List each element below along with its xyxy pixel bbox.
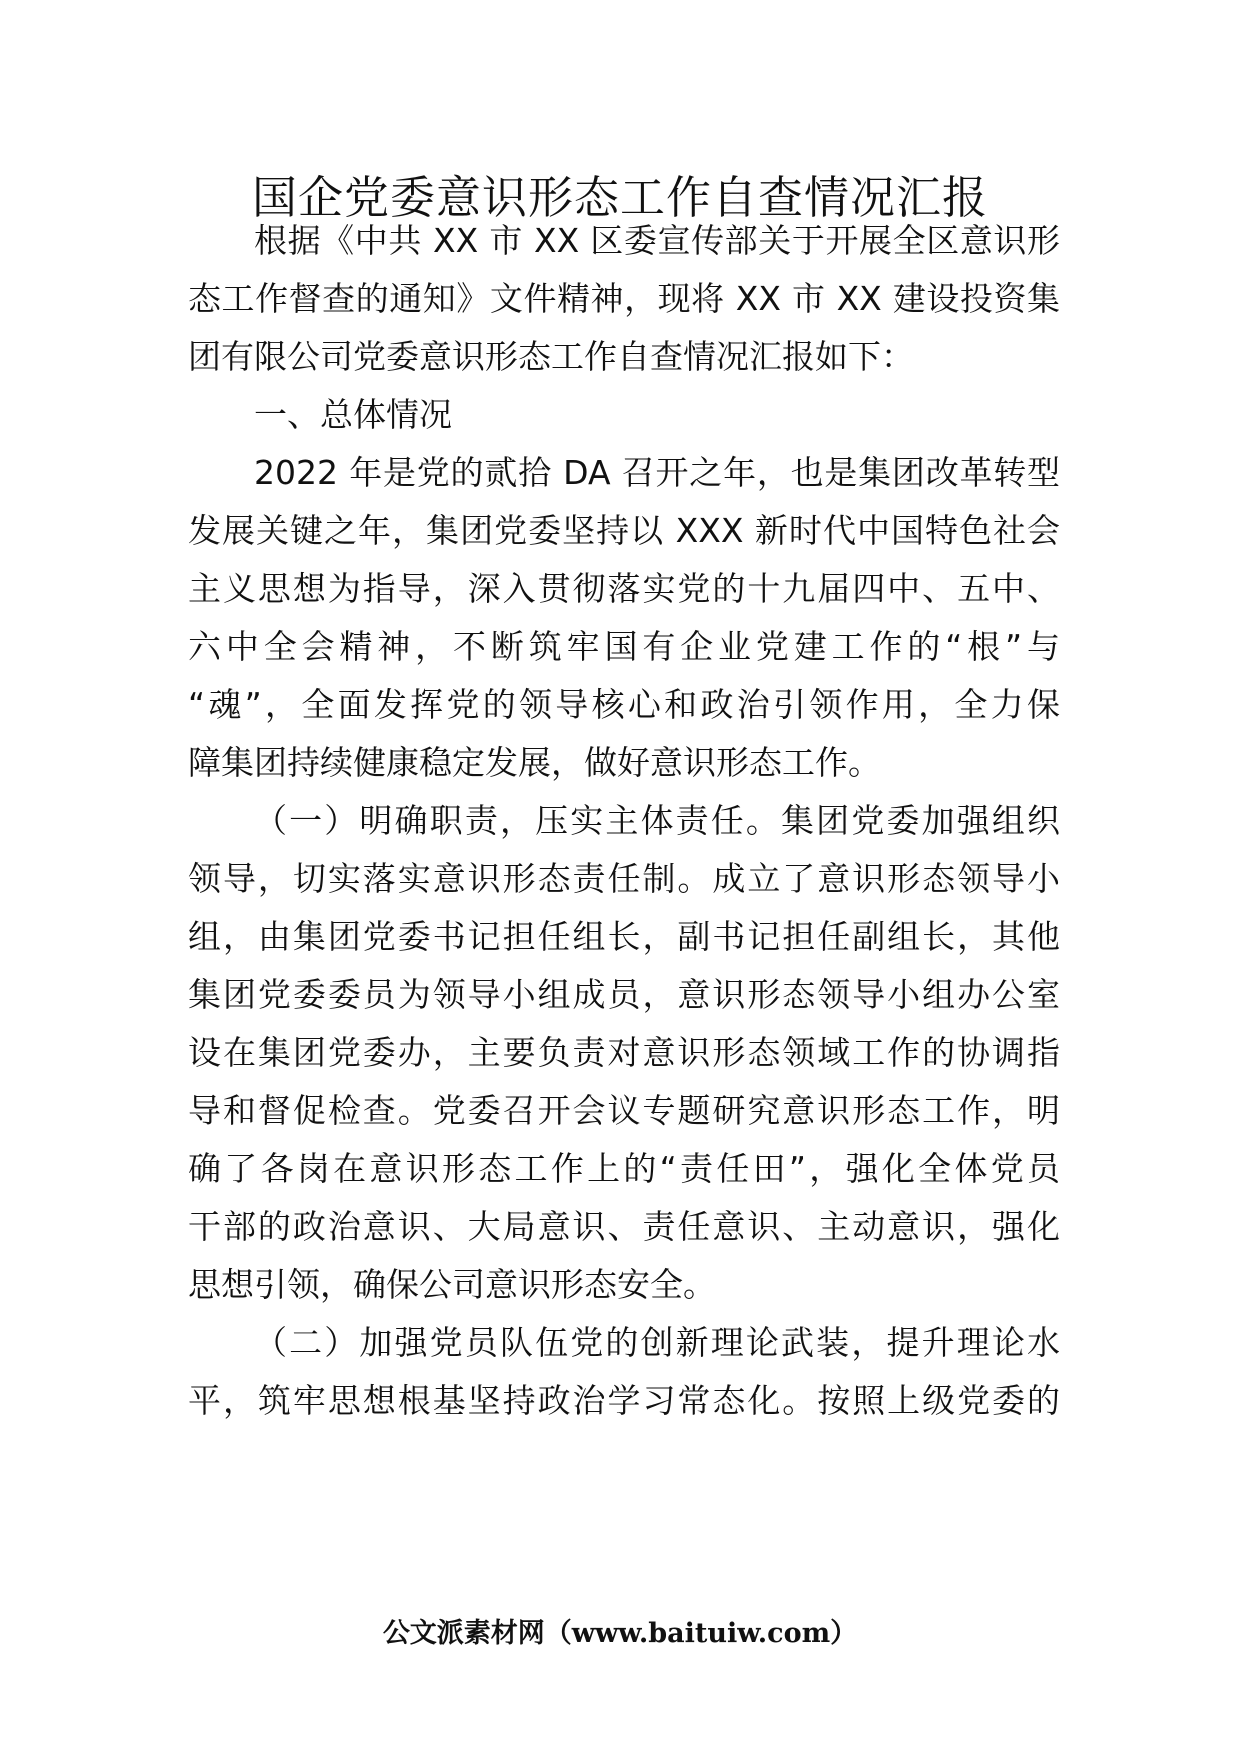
document-title: 国企党委意识形态工作自查情况汇报: [251, 171, 988, 224]
body-line-16: 导和督促检查。党委召开会议专题研究意识形态工作，明: [188, 1091, 1060, 1130]
body-line-6: 发展关键之年，集团党委坚持以 XXX 新时代中国特色社会: [188, 511, 1060, 550]
body-line-5: 2022 年是党的贰拾 DA 召开之年，也是集团改革转型: [254, 453, 1060, 492]
body-line-18: 干部的政治意识、大局意识、责任意识、主动意识，强化: [188, 1207, 1060, 1246]
body-line-21: 平，筑牢思想根基坚持政治学习常态化。按照上级党委的: [188, 1381, 1060, 1420]
body-line-10: 障集团持续健康稳定发展，做好意识形态工作。: [188, 743, 881, 782]
body-line-17: 确了各岗在意识形态工作上的“责任田”，强化全体党员: [188, 1149, 1060, 1188]
body-line-15: 设在集团党委办，主要负责对意识形态领域工作的协调指: [188, 1033, 1060, 1072]
body-line-19: 思想引领，确保公司意识形态安全。: [188, 1265, 716, 1304]
body-line-2: 态工作督查的通知》文件精神，现将 XX 市 XX 建设投资集: [188, 279, 1060, 318]
body-line-12: 领导，切实落实意识形态责任制。成立了意识形态领导小: [188, 859, 1060, 898]
body-line-14: 集团党委委员为领导小组成员，意识形态领导小组办公室: [188, 975, 1060, 1014]
section-heading: 一、总体情况: [254, 395, 452, 434]
body-line-3: 团有限公司党委意识形态工作自查情况汇报如下：: [188, 337, 914, 376]
body-line-13: 组，由集团党委书记担任组长，副书记担任副组长，其他: [188, 917, 1060, 956]
body-line-1: 根据《中共 XX 市 XX 区委宣传部关于开展全区意识形: [254, 221, 1060, 260]
body-line-7: 主义思想为指导，深入贯彻落实党的十九届四中、五中、: [188, 569, 1060, 608]
body-line-11: （一）明确职责，压实主体责任。集团党委加强组织: [254, 801, 1060, 840]
body-line-8: 六中全会精神，不断筑牢国有企业党建工作的“根”与: [188, 627, 1060, 666]
body-line-20: （二）加强党员队伍党的创新理论武装，提升理论水: [254, 1323, 1060, 1362]
body-line-9: “魂”，全面发挥党的领导核心和政治引领作用，全力保: [188, 685, 1060, 724]
footer-watermark: 公文派素材网（www.baituiw.com）: [382, 1618, 858, 1649]
